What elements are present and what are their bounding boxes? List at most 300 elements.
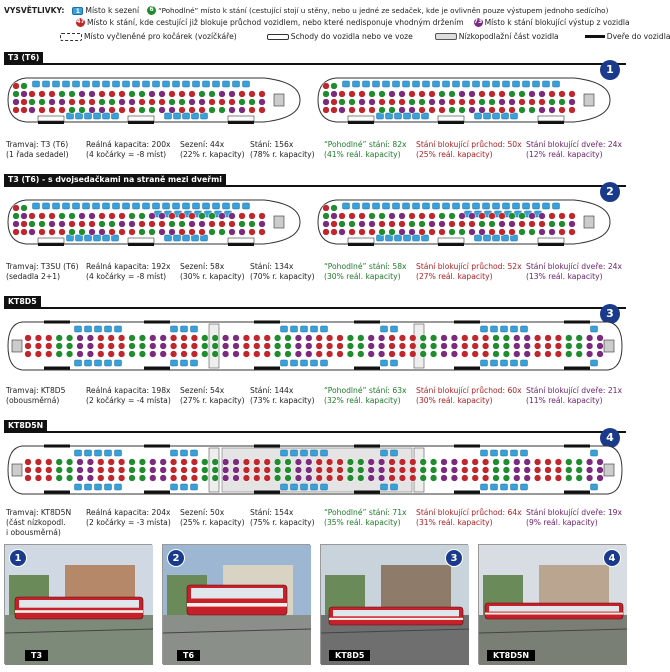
comfort-standing-mark: [420, 475, 427, 482]
blocking-standing-mark: [331, 107, 338, 114]
comfort-standing-mark: [274, 343, 281, 350]
blocking-standing-mark: [97, 335, 104, 342]
seat-mark: [443, 203, 450, 209]
seat-mark: [153, 81, 160, 87]
comfort-standing-mark: [129, 213, 136, 220]
blocking-standing-mark: [45, 343, 52, 350]
blocking-standing-mark: [409, 351, 416, 358]
blocking-standing-mark: [49, 229, 56, 236]
door-block-standing-mark: [305, 475, 312, 482]
comfort-standing-mark: [357, 343, 364, 350]
door-mark: [348, 243, 374, 246]
blocking-standing-mark: [461, 475, 468, 482]
comfort-standing-mark: [212, 475, 219, 482]
stat-type: Tramvaj: KT8D5N (část nízkopodl. i obousměrná): [6, 508, 72, 537]
seat-mark: [85, 360, 92, 366]
blocking-standing-mark: [209, 99, 216, 106]
seat-mark: [543, 81, 550, 87]
photo-number-badge: 2: [167, 549, 185, 567]
blocking-standing-mark: [399, 467, 406, 474]
photo-number-badge: 4: [603, 549, 621, 567]
blocking-standing-mark: [399, 221, 406, 228]
comfort-standing-mark: [149, 229, 156, 236]
seat-mark: [591, 450, 598, 456]
comfort-standing-mark: [139, 475, 146, 482]
seat-mark: [103, 235, 110, 241]
seat-mark: [377, 113, 384, 119]
blocking-standing-mark: [189, 213, 196, 220]
door-block-standing-mark: [149, 343, 156, 350]
seat-mark: [473, 81, 480, 87]
stat-doorblock: Stání blokující dveře: 24x (12% reál. kapacity): [526, 140, 623, 159]
door-block-standing-mark: [513, 343, 520, 350]
comfort-standing-mark: [274, 335, 281, 342]
blocking-standing-mark: [555, 467, 562, 474]
blocking-standing-mark: [179, 107, 186, 114]
blocking-standing-mark: [259, 229, 266, 236]
blocking-standing-mark: [429, 213, 436, 220]
blocking-standing-mark: [181, 467, 188, 474]
door-block-standing-mark: [229, 107, 236, 114]
blocking-standing-mark: [29, 213, 36, 220]
door-block-standing-mark: [189, 99, 196, 106]
blocking-standing-mark: [399, 343, 406, 350]
comfort-standing-mark: [69, 91, 76, 98]
door-block-standing-mark: [524, 351, 531, 358]
blocking-standing-mark: [482, 459, 489, 466]
door-block-standing-mark: [479, 107, 486, 114]
door-block-standing-mark: [77, 475, 84, 482]
stat-capacity: Reálná kapacita: 200x (4 kočárky = -8 míst): [86, 140, 171, 159]
comfort-standing-mark: [409, 99, 416, 106]
comfort-standing-mark: [489, 221, 496, 228]
door-block-standing-mark: [160, 351, 167, 358]
comfort-standing-mark: [420, 467, 427, 474]
blocking-standing-mark: [439, 229, 446, 236]
blocking-standing-mark: [569, 229, 576, 236]
blocking-standing-mark: [359, 229, 366, 236]
blocking-standing-mark: [419, 213, 426, 220]
blocking-standing-mark: [545, 343, 552, 350]
seat-mark: [291, 484, 298, 490]
door-block-standing-mark: [378, 343, 385, 350]
blocking-standing-mark: [326, 475, 333, 482]
comfort-standing-mark: [56, 351, 63, 358]
seat-mark: [201, 113, 208, 119]
door-block-standing-mark: [378, 475, 385, 482]
door-block-standing-mark: [89, 107, 96, 114]
section-t3: [0, 52, 630, 170]
tram-photo-image: [163, 545, 311, 665]
blocking-standing-mark: [13, 229, 20, 236]
seat-mark: [173, 203, 180, 209]
seat-mark: [93, 203, 100, 209]
blocking-standing-mark: [264, 467, 271, 474]
comfort-standing-mark: [449, 213, 456, 220]
door-mark: [354, 445, 380, 448]
blocking-standing-mark: [555, 459, 562, 466]
door-block-standing-mark: [160, 467, 167, 474]
blocking-standing-mark: [349, 91, 356, 98]
seat-mark: [321, 484, 328, 490]
seat-mark: [413, 113, 420, 119]
door-mark: [454, 321, 480, 324]
comfort-standing-mark: [449, 91, 456, 98]
stat-capacity: Reálná kapacita: 192x (4 kočárky = -8 míst): [86, 262, 171, 281]
seat-mark: [493, 203, 500, 209]
door-mark: [348, 121, 374, 124]
door-block-standing-mark: [219, 213, 226, 220]
seat-mark: [53, 81, 60, 87]
legend-lowfloor: Nízkopodlažní část vozidla: [458, 32, 559, 41]
door-block-standing-mark: [129, 221, 136, 228]
photo-number-badge: 3: [445, 549, 463, 567]
door-block-standing-mark: [597, 459, 604, 466]
blocking-standing-mark: [169, 213, 176, 220]
comfort-standing-mark: [565, 335, 572, 342]
door-block-standing-mark: [323, 221, 330, 228]
door-block-standing-mark: [451, 351, 458, 358]
comfort-standing-mark: [576, 459, 583, 466]
door-block-standing-mark: [219, 91, 226, 98]
door-block-standing-mark: [159, 229, 166, 236]
comfort-standing-mark: [357, 475, 364, 482]
comfort-standing-mark: [493, 351, 500, 358]
seat-mark: [511, 484, 518, 490]
comfort-standing-mark: [13, 91, 20, 98]
section-t3-twin: [0, 174, 630, 292]
door-block-standing-mark: [378, 335, 385, 342]
door-block-standing-mark: [399, 107, 406, 114]
door-block-standing-mark: [149, 91, 156, 98]
comfort-standing-mark: [209, 107, 216, 114]
comfort-standing-mark: [66, 335, 73, 342]
stat-type: Tramvaj: KT8D5 (obousměrná): [6, 386, 66, 405]
seat-mark: [423, 203, 430, 209]
seat-mark: [174, 113, 181, 119]
blocking-standing-mark: [439, 107, 446, 114]
blocking-standing-mark: [159, 221, 166, 228]
seat-mark: [113, 81, 120, 87]
door-block-standing-mark: [305, 343, 312, 350]
steps-mark: [438, 116, 464, 121]
blocking-standing-mark: [534, 343, 541, 350]
door-block-standing-mark: [439, 221, 446, 228]
comfort-standing-mark: [139, 335, 146, 342]
comfort-standing-mark: [339, 221, 346, 228]
blocking-standing-mark: [545, 467, 552, 474]
comfort-standing-mark: [519, 91, 526, 98]
seat-mark: [521, 484, 528, 490]
tram-windows: [333, 610, 459, 616]
tram-windows: [191, 588, 283, 599]
comfort-standing-mark: [379, 213, 386, 220]
seat-mark: [76, 235, 83, 241]
comfort-standing-mark: [212, 467, 219, 474]
door-mark: [354, 491, 380, 494]
cab-mark: [274, 94, 284, 106]
steps-chip: [267, 34, 289, 40]
door-mark: [564, 491, 590, 494]
blocking-standing-mark: [159, 99, 166, 106]
comfort-standing-mark: [139, 229, 146, 236]
seat-mark: [85, 450, 92, 456]
door-block-standing-mark: [189, 221, 196, 228]
blocking-standing-mark: [264, 475, 271, 482]
comfort-standing-mark: [13, 213, 20, 220]
comfort-standing-mark: [576, 467, 583, 474]
blocking-standing-mark: [243, 335, 250, 342]
door-block-standing-mark: [389, 91, 396, 98]
blocking-standing-mark: [472, 351, 479, 358]
comfort-standing-mark: [420, 351, 427, 358]
door-block-standing-mark: [399, 229, 406, 236]
blocking-standing-mark: [259, 107, 266, 114]
blocking-standing-mark: [243, 343, 250, 350]
seat-mark: [511, 450, 518, 456]
comfort-standing-mark: [576, 335, 583, 342]
blocking-standing-mark: [181, 351, 188, 358]
door-block-standing-mark: [89, 213, 96, 220]
seat-mark: [233, 81, 240, 87]
door-mark: [44, 491, 70, 494]
legend-steps: Schody do vozidla nebo ve voze: [290, 32, 413, 41]
door-mark: [354, 367, 380, 370]
seat-mark: [343, 81, 350, 87]
stat-standing: Stání: 144x (73% r. kapacity): [250, 386, 315, 405]
seat-mark: [393, 203, 400, 209]
legend-row-3: [60, 32, 670, 41]
door-block-standing-mark: [305, 467, 312, 474]
blocking-standing-mark: [181, 335, 188, 342]
steps-mark: [128, 116, 154, 121]
door-block-standing-mark: [222, 335, 229, 342]
comfort-standing-mark: [219, 107, 226, 114]
door-block-standing-mark: [469, 91, 476, 98]
blocking-standing-mark: [429, 229, 436, 236]
blocking-standing-mark: [519, 221, 526, 228]
legend-blocking: Místo k stání, kde cestující již blokuje průchod vozidlem, nebo které nedisponuje vhodným držením: [87, 18, 464, 27]
comfort-standing-mark: [274, 475, 281, 482]
seat-mark: [223, 81, 230, 87]
door-block-standing-mark: [222, 351, 229, 358]
door-block-standing-mark: [13, 221, 20, 228]
blocking-standing-mark: [149, 221, 156, 228]
comfort-standing-mark: [493, 335, 500, 342]
blocking-standing-mark: [39, 107, 46, 114]
blocking-standing-mark: [253, 335, 260, 342]
blocking-standing-mark: [482, 335, 489, 342]
seat-mark: [511, 360, 518, 366]
stat-type: Tramvaj: T3 (T6) (1 řada sedadel): [6, 140, 69, 159]
blocking-standing-mark: [555, 475, 562, 482]
seat-mark: [353, 203, 360, 209]
seat-mark: [591, 326, 598, 332]
door-mark: [454, 445, 480, 448]
blocking-standing-mark: [399, 335, 406, 342]
seat-mark: [95, 360, 102, 366]
seat-mark: [95, 326, 102, 332]
comfort-standing-mark: [69, 107, 76, 114]
blocking-standing-mark: [529, 99, 536, 106]
comfort-standing-mark: [493, 459, 500, 466]
door-block-standing-mark: [222, 459, 229, 466]
door-block-standing-mark: [259, 221, 266, 228]
door-block-standing-mark: [149, 459, 156, 466]
comfort-standing-mark: [331, 205, 338, 212]
blocking-standing-mark: [119, 213, 126, 220]
blocking-standing-mark: [331, 229, 338, 236]
comfort-standing-mark: [69, 229, 76, 236]
door-mark: [354, 321, 380, 324]
blocking-standing-mark: [461, 335, 468, 342]
seat-mark: [391, 326, 398, 332]
blocking-standing-mark: [549, 91, 556, 98]
blocking-standing-mark: [118, 467, 125, 474]
photo-kt8d5: [320, 544, 468, 664]
door-block-standing-mark: [149, 467, 156, 474]
comfort-standing-mark: [559, 99, 566, 106]
comfort-standing-mark: [503, 475, 510, 482]
door-block-standing-mark: [87, 351, 94, 358]
door-block-standing-mark: [89, 229, 96, 236]
door-block-standing-mark: [222, 343, 229, 350]
blocking-standing-mark: [249, 213, 256, 220]
door-block-standing-mark: [29, 107, 36, 114]
comfort-standing-mark: [503, 335, 510, 342]
door-block-standing-mark: [159, 91, 166, 98]
door-block-standing-mark: [59, 99, 66, 106]
seat-mark: [484, 113, 491, 119]
door-mark: [454, 491, 480, 494]
seat-mark: [475, 113, 482, 119]
blocking-standing-mark: [399, 351, 406, 358]
blocking-standing-mark: [253, 475, 260, 482]
comfort-standing-mark: [357, 351, 364, 358]
door-block-standing-mark: [13, 99, 20, 106]
legend: [4, 4, 670, 52]
seat-mark: [183, 81, 190, 87]
blocking-standing-mark: [349, 107, 356, 114]
door-block-standing-mark: [233, 343, 240, 350]
blocking-standing-mark: [409, 213, 416, 220]
blocking-standing-mark: [253, 351, 260, 358]
door-block-standing-mark: [119, 221, 126, 228]
comfort-standing-mark: [565, 467, 572, 474]
seat-mark: [311, 484, 318, 490]
seat-mark: [491, 450, 498, 456]
door-block-standing-mark: [21, 213, 28, 220]
seat-mark: [291, 450, 298, 456]
blocking-standing-mark: [249, 107, 256, 114]
comfort-standing-mark: [565, 459, 572, 466]
blocking-standing-mark: [569, 107, 576, 114]
blocking-standing-mark: [99, 213, 106, 220]
door-block-standing-mark: [451, 475, 458, 482]
seat-mark: [301, 326, 308, 332]
door-mark: [564, 321, 590, 324]
blocking-standing-mark: [219, 221, 226, 228]
blocking-standing-mark: [316, 343, 323, 350]
seat-mark: [103, 113, 110, 119]
door-block-standing-mark: [295, 335, 302, 342]
seat-mark: [93, 81, 100, 87]
blocking-standing-mark: [35, 459, 42, 466]
blocking-standing-mark: [239, 91, 246, 98]
door-block-standing-mark: [399, 213, 406, 220]
seat-mark: [281, 450, 288, 456]
comfort-standing-mark: [129, 343, 136, 350]
blocking-standing-mark: [489, 107, 496, 114]
comfort-standing-mark: [66, 459, 73, 466]
door-block-standing-mark: [239, 229, 246, 236]
door-block-standing-mark: [331, 213, 338, 220]
blocking-standing-mark: [429, 107, 436, 114]
blocking-standing-mark: [534, 459, 541, 466]
comfort-standing-mark: [347, 467, 354, 474]
photo-label: KT8D5N: [487, 650, 535, 661]
seat-mark: [533, 81, 540, 87]
comfort-standing-mark: [347, 475, 354, 482]
door-block-standing-mark: [441, 475, 448, 482]
blocking-standing-mark: [108, 475, 115, 482]
comfort-standing-mark: [347, 351, 354, 358]
seat-mark: [433, 81, 440, 87]
door-block-standing-mark: [160, 335, 167, 342]
vehicle-diagram-t3: [4, 72, 626, 130]
door-mark: [564, 445, 590, 448]
comfort-standing-mark: [576, 475, 583, 482]
comfort-standing-mark: [489, 99, 496, 106]
blocking-standing-mark: [108, 467, 115, 474]
blocking-standing-mark: [181, 459, 188, 466]
seat-mark: [233, 203, 240, 209]
comfort-standing-mark: [379, 107, 386, 114]
seat-mark: [511, 235, 518, 241]
seat-mark: [503, 81, 510, 87]
blocking-standing-mark: [243, 467, 250, 474]
seat-mark: [123, 81, 130, 87]
comfort-standing-mark: [389, 107, 396, 114]
blocking-standing-mark: [45, 351, 52, 358]
blocking-standing-mark: [323, 205, 330, 212]
seat-mark: [591, 484, 598, 490]
legend-comfort: “Pohodlné” místo k stání (cestující stojí u stěny, nebo u jedné ze sedaček, kde je ovlivněn pouze výstupem jednoho sedícího): [158, 6, 609, 16]
blocking-standing-mark: [337, 459, 344, 466]
blocking-standing-mark: [170, 467, 177, 474]
comfort-standing-mark: [212, 459, 219, 466]
blocking-standing-mark: [569, 213, 576, 220]
door-block-standing-mark: [378, 459, 385, 466]
blocking-standing-mark: [555, 351, 562, 358]
blocking-standing-mark: [429, 91, 436, 98]
legend-doors: Dveře do vozidla: [606, 32, 670, 41]
seat-mark: [181, 360, 188, 366]
door-block-standing-mark: [451, 343, 458, 350]
seat-mark: [183, 113, 190, 119]
door-block-standing-mark: [549, 107, 556, 114]
blocking-standing-mark: [181, 475, 188, 482]
comfort-standing-mark: [139, 213, 146, 220]
door-block-standing-mark: [597, 475, 604, 482]
tram-stripe: [329, 618, 463, 620]
comfort-standing-mark: [209, 91, 216, 98]
seat-mark: [413, 235, 420, 241]
blocking-standing-mark: [323, 107, 330, 114]
blocking-standing-mark: [170, 343, 177, 350]
steps-mark: [348, 116, 374, 121]
blocking-standing-mark: [25, 475, 32, 482]
